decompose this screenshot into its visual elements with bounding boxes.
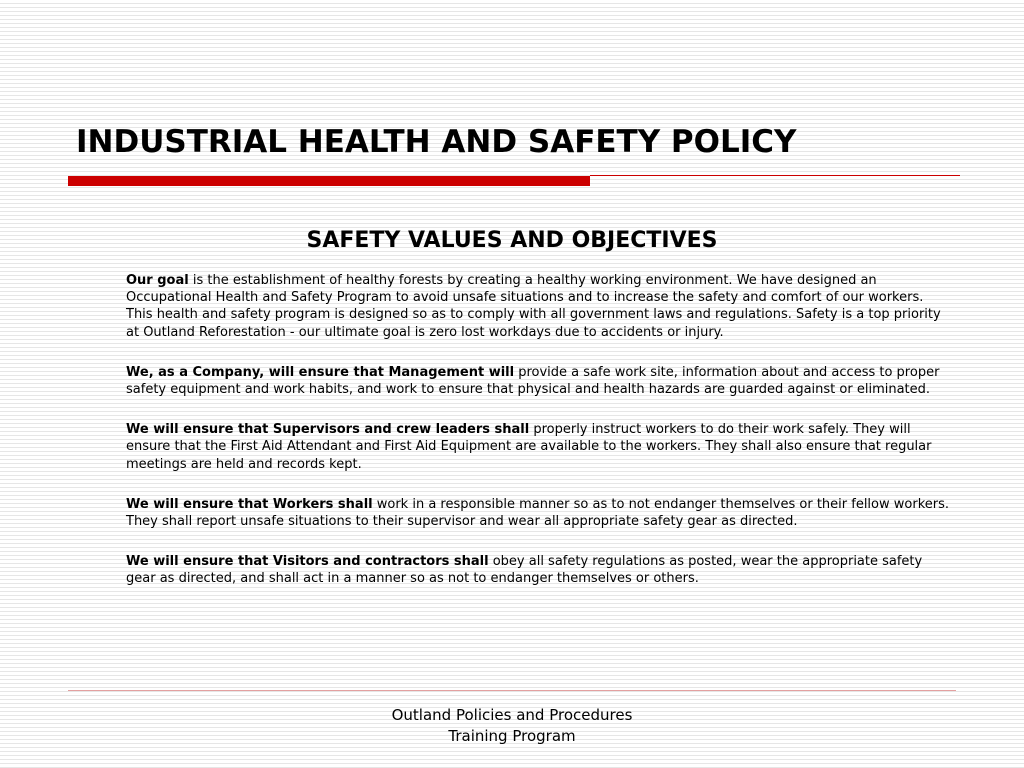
title-accent-line	[590, 175, 960, 176]
footer-line-1: Outland Policies and Procedures	[391, 706, 633, 724]
footer-divider	[68, 690, 956, 691]
paragraph-text: obey all safety regulations as posted, wear the appropriate safety gear as directed, and shall act in a manner so as not to endanger themselves or others.	[126, 554, 923, 587]
paragraph-text: properly instruct workers to do their work safely. They will ensure that the First Aid Attendant and First Aid Equipment are available to the workers. They shall also ensure that regular meetings are held and records kept.	[126, 422, 932, 472]
paragraph-workers	[126, 496, 952, 530]
paragraph-lead: We will ensure that Visitors and contractors shall	[126, 554, 489, 570]
paragraph-our-goal	[126, 272, 952, 341]
section-subtitle: SAFETY VALUES AND OBJECTIVES	[306, 228, 718, 253]
paragraph-text: work in a responsible manner so as to not endanger themselves or their fellow workers. They shall report unsafe situations to their supervisor and wear all appropriate safety gear as directed.	[126, 496, 950, 530]
title-accent-bar	[68, 176, 590, 186]
footer-line-2: Training Program	[448, 727, 576, 745]
paragraph-management	[126, 364, 952, 398]
paragraph-text: provide a safe work site, information about and access to proper safety equipment and work habits, and work to ensure that physical and health hazards are guarded against or eliminated.	[126, 364, 940, 398]
paragraph-lead: We, as a Company, will ensure that Management will	[126, 364, 515, 380]
slide-title: INDUSTRIAL HEALTH AND SAFETY POLICY	[76, 124, 797, 160]
policy-body	[126, 272, 952, 611]
paragraph-lead: We will ensure that Supervisors and crew leaders shall	[126, 422, 530, 438]
paragraph-supervisors	[126, 421, 952, 473]
paragraph-lead: We will ensure that Workers shall	[126, 496, 373, 512]
paragraph-text: is the establishment of healthy forests by creating a healthy working environment. We have designed an Occupational Health and Safety Program to avoid unsafe situations and to increase the safety and comfort of our workers. This health and safety program is designed so as to comply with all government laws and regulations. Safety is a top priority at Outland Reforestation - our ultimate goal is zero lost workdays due to accidents or injury.	[126, 273, 941, 340]
slide-footer	[0, 705, 1024, 747]
paragraph-visitors	[126, 553, 952, 587]
paragraph-lead: Our goal	[126, 273, 189, 288]
